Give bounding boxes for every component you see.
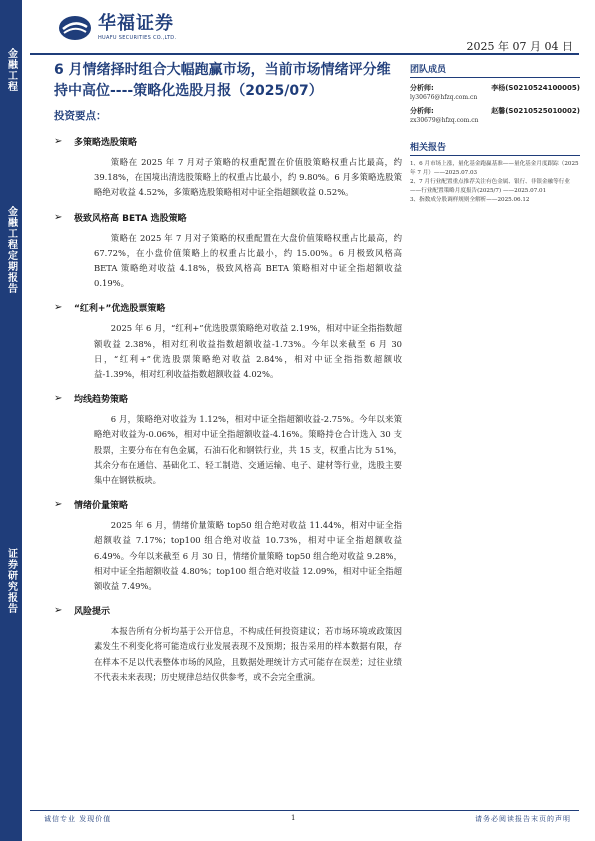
sidebar-label-research: 证券研究报告 bbox=[5, 548, 17, 614]
sidebar-label-category: 金融工程 bbox=[5, 48, 17, 92]
section-heading: 极致风格高 BETA 选股策略 bbox=[74, 213, 187, 224]
footer-slogan: 诚信专业 发现价值 bbox=[44, 815, 112, 823]
arrow-bullet-icon: ➢ bbox=[54, 211, 63, 223]
section-body: 本报告所有分析均基于公开信息，不构成任何投资建议；若市场环境或政策因素发生不利变化将可能造成行业发展表现不及预期；报告采用的样本数据有限，存在样本不足以代表整体市场的风险，且数据处理统计方式可能存在误差；过往业绩不代表未来表现；历史规律总结仅供参考，或不会完全重演。 bbox=[94, 626, 402, 682]
related-report-link[interactable]: 1、6 月市场上涨，量化基金跑赢基准——量化基金月度跟踪（2025 年 7 月）——2025.07.03 bbox=[410, 161, 579, 176]
report-title: 6 月情绪择时组合大幅跑赢市场，当前市场情绪评分维持中高位----策略化选股月报（2025/07） bbox=[54, 62, 391, 99]
section-body: 策略在 2025 年 7 月对子策略的权重配置在价值股策略权重占比最高，约 39.18%，在国境出清选股策略上的权重占比最小，约 9.80%。6 月多策略选股策略绝对收益 4.52%，多策略选股策略相对中证全指超额收益 0.52%。 bbox=[94, 157, 402, 198]
logo-chinese-name: 华福证券 bbox=[98, 13, 174, 34]
team-heading: 团队成员 bbox=[410, 62, 580, 78]
analyst-label: 分析师: bbox=[410, 84, 434, 92]
report-date: 2025 年 07 月 04 日 bbox=[466, 40, 573, 53]
arrow-bullet-icon: ➢ bbox=[54, 302, 63, 314]
footer-divider bbox=[30, 810, 579, 811]
summary-heading: 投资要点： bbox=[54, 110, 107, 122]
analyst-block bbox=[410, 83, 580, 126]
sidebar-label-report-type: 金融工程定期报告 bbox=[5, 206, 17, 294]
header-divider bbox=[30, 53, 579, 55]
analyst-name: 赵馨(S0210525010002) bbox=[491, 107, 580, 115]
right-column bbox=[410, 62, 580, 206]
section-heading: “红利+”优选股票策略 bbox=[74, 304, 166, 315]
analyst-name: 李杨(S0210524100005) bbox=[491, 84, 580, 92]
analyst-label: 分析师: bbox=[410, 107, 434, 115]
related-reports-list bbox=[410, 160, 580, 205]
company-logo bbox=[58, 14, 176, 41]
arrow-bullet-icon: ➢ bbox=[54, 136, 63, 147]
section-moving-average bbox=[54, 392, 402, 488]
related-report-link[interactable]: 2、7 月行业配置重点推荐关注有色金属、银行、非银金融等行业——行业配置策略月度报告(2025/7) ——2025.07.01 bbox=[410, 179, 570, 194]
section-dividend-plus bbox=[54, 301, 402, 382]
section-high-beta bbox=[54, 211, 402, 292]
section-heading: 多策略选股策略 bbox=[74, 138, 138, 148]
section-body: 6 月，策略绝对收益为 1.12%，相对中证全指超额收益-2.75%。今年以来策略绝对收益为-0.06%，相对中证全指超额收益-4.16%。策略持仓合计选入 30 支股票，主要分布在有色金属，石油石化和钢铁行业，共 15 支，权重占比为 51%，其余分布在通信、基础化工、轻工制造、交通运输、电子、建材等行业，选股主要集中在钢铁板块。 bbox=[94, 414, 402, 486]
section-body: 策略在 2025 年 7 月对子策略的权重配置在大盘价值策略权重占比最高，约 67.72%，在小盘价值策略上的权重占比最小，约 15.00%。6 月极致风格高 BETA 策略绝对收益 4.18%，极致风格高 BETA 策略相对中证全指超额收益 0.19%。 bbox=[94, 232, 402, 289]
analyst-email[interactable]: zx30679@hfzq.com.cn bbox=[410, 117, 479, 124]
page-number: 1 bbox=[291, 814, 296, 822]
arrow-bullet-icon: ➢ bbox=[54, 499, 63, 511]
analyst-email[interactable]: ly30676@hfzq.com.cn bbox=[410, 94, 478, 101]
section-body: 2025 年 6 月，情绪价量策略 top50 组合绝对收益 11.44%，相对中证全指超额收益 7.17%；top100 组合绝对收益 10.73%，相对中证全指超额收益 6.49%。今年以来截至 6 月 30 日，情绪价量策略 top50 组合绝对收益 9.28%，相对中证全指超额收益 4.80%；top100 组合绝对收益 12.09%，相对中证全指超额收益 7.49%。 bbox=[94, 520, 402, 592]
sidebar bbox=[0, 0, 22, 841]
logo-emblem-icon bbox=[58, 15, 92, 41]
section-sentiment-volume bbox=[54, 498, 402, 594]
arrow-bullet-icon: ➢ bbox=[54, 393, 63, 405]
section-body: 2025 年 6 月，“红利+”优选股票策略绝对收益 2.19%，相对中证全指指数超额收益 2.38%，相对红利收益指数超额收益-1.73%。今年以来截至 6 月 30 日，“红利+”优选股票策略绝对收益 2.84%，相对中证全指指数超额收益-1.39%，相对红利收益指数超额收益 4.02%。 bbox=[94, 323, 402, 380]
section-heading: 均线趋势策略 bbox=[74, 395, 129, 406]
related-report-link[interactable]: 3、指数成分股调样规则全解析——2025.06.12 bbox=[410, 197, 530, 204]
main-content bbox=[54, 108, 402, 695]
logo-english-name: HUAFU SECURITIES CO.,LTD. bbox=[98, 35, 177, 41]
section-multi-strategy bbox=[54, 135, 402, 201]
footer-disclaimer: 请务必阅读报告末页的声明 bbox=[475, 815, 571, 823]
section-heading: 情绪价量策略 bbox=[74, 501, 129, 512]
related-reports-heading: 相关报告 bbox=[410, 140, 580, 156]
section-heading: 风险提示 bbox=[74, 607, 111, 618]
arrow-bullet-icon: ➢ bbox=[54, 605, 63, 617]
section-risk-warning bbox=[54, 604, 402, 685]
